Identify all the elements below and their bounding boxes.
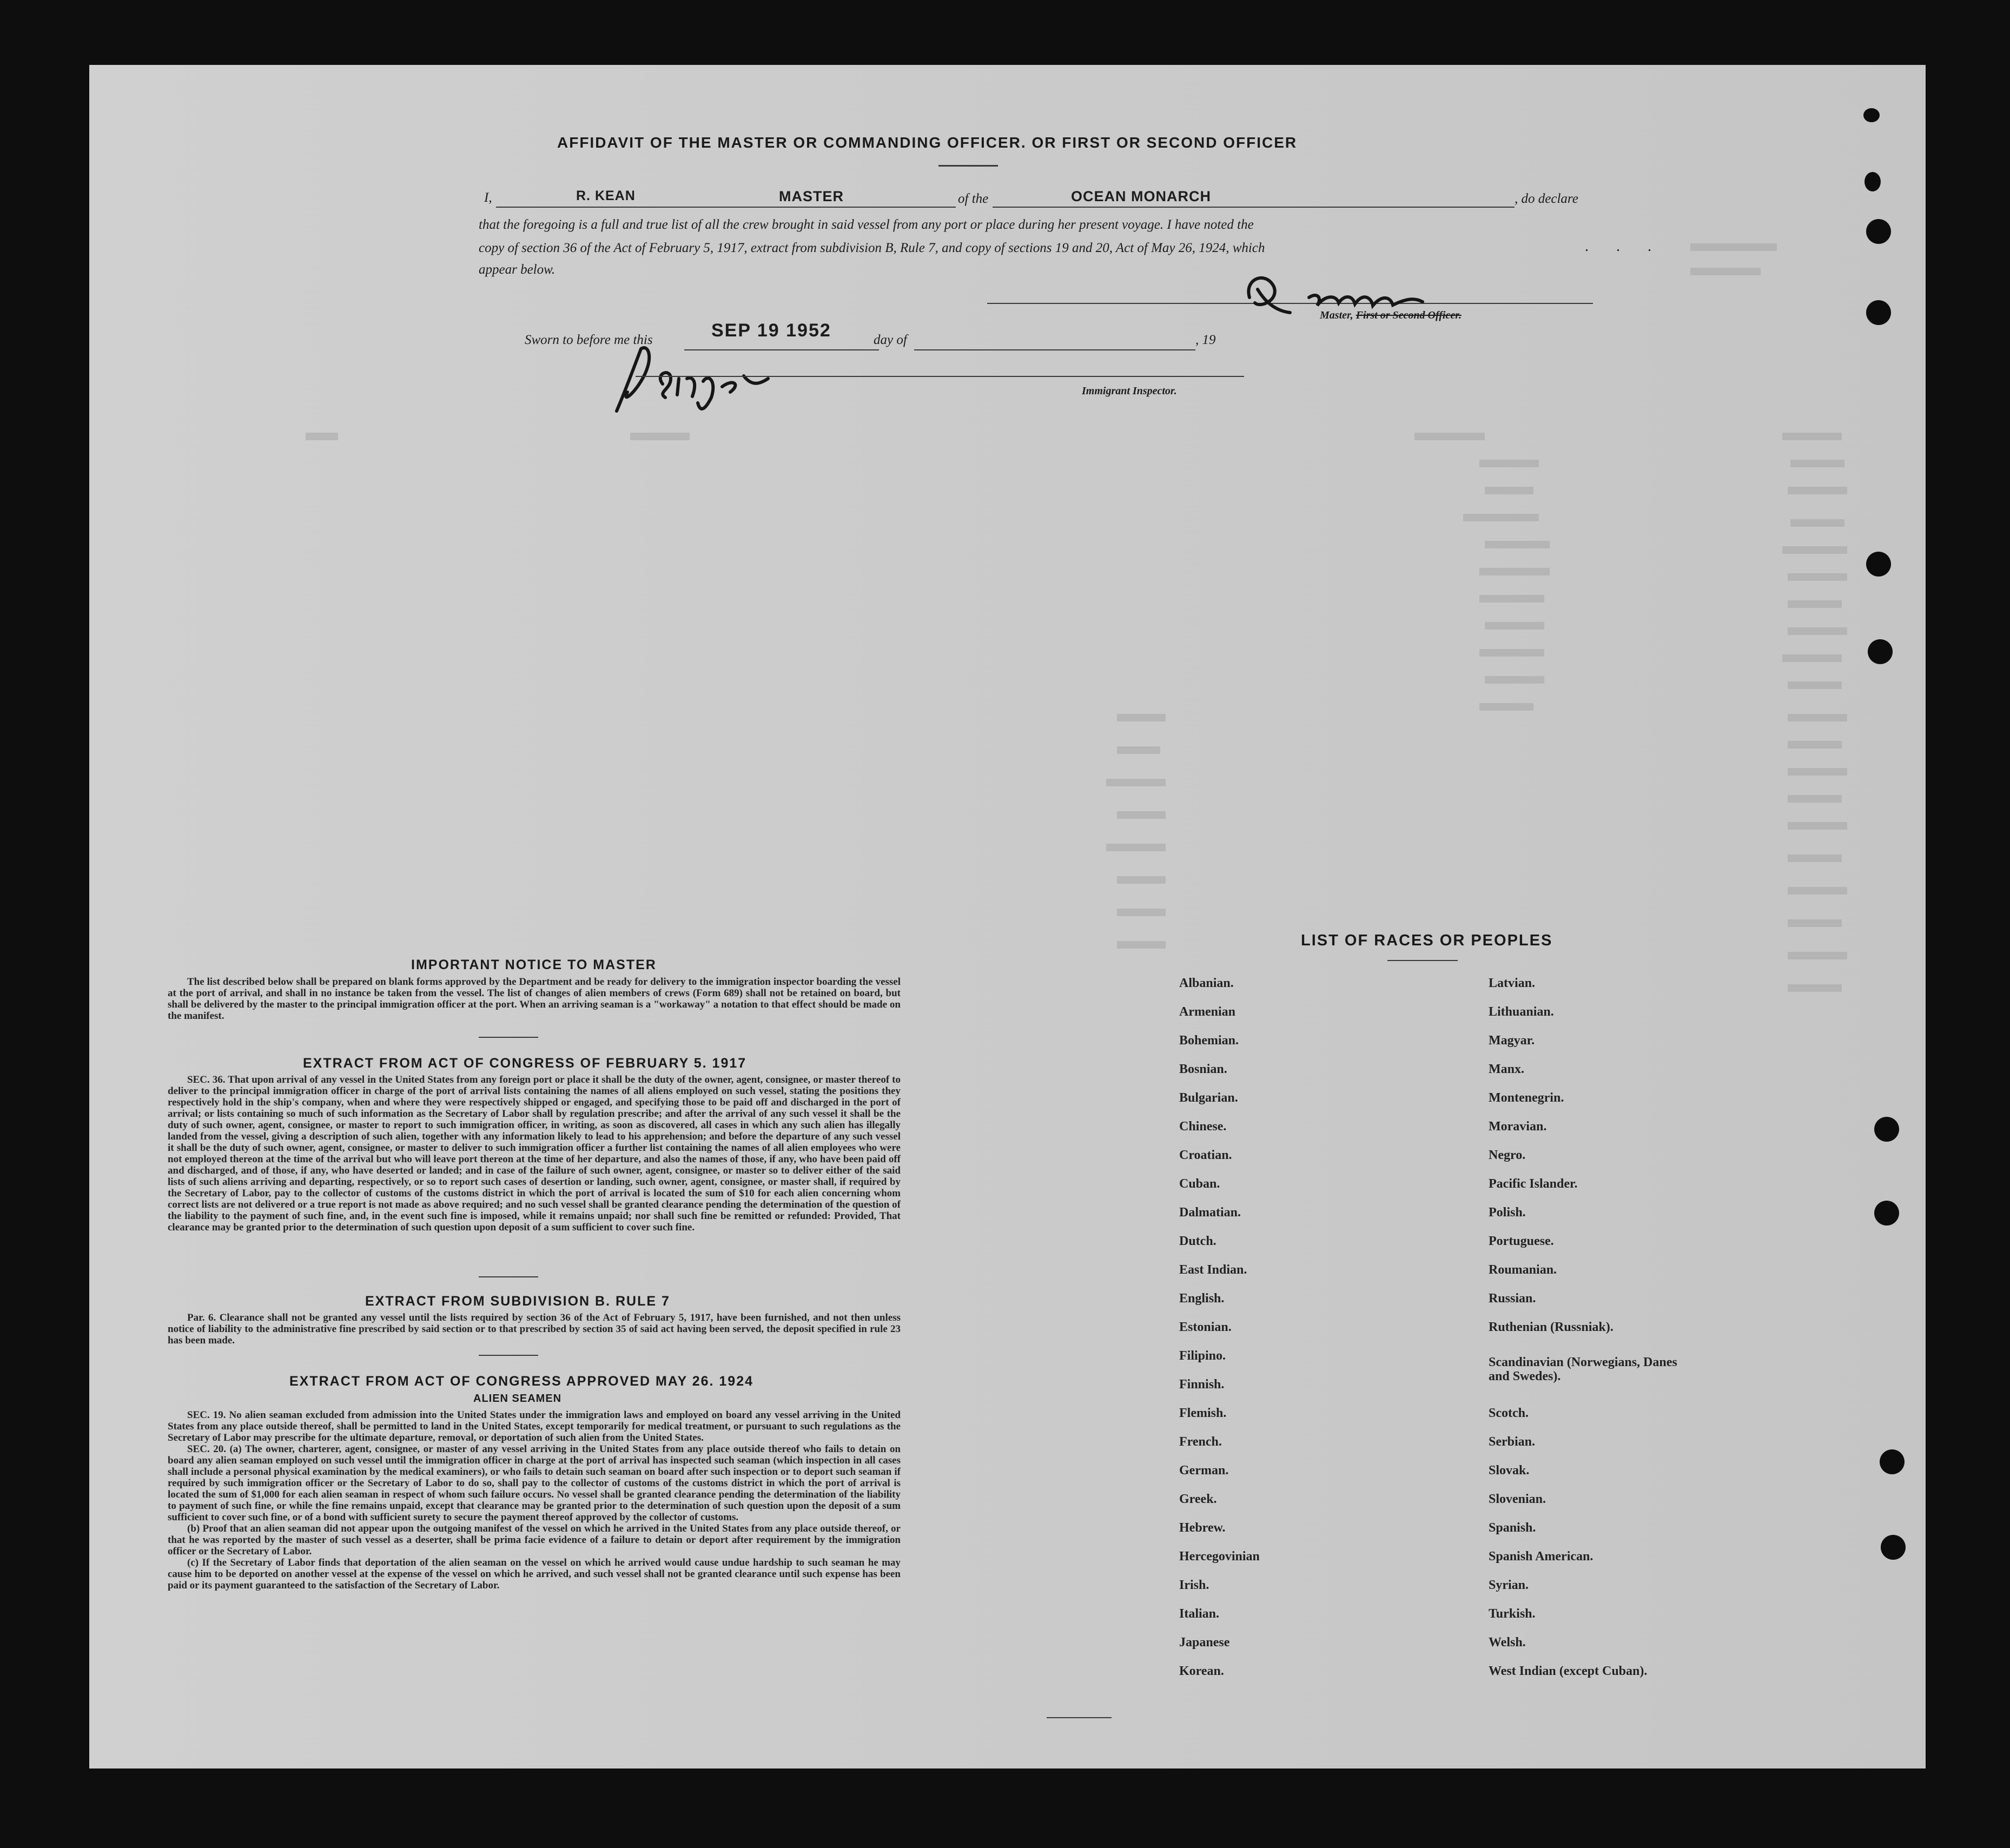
race-item: Manx.: [1489, 1062, 1524, 1076]
inspector-signature: [611, 338, 892, 419]
master-caption-prefix: Master,: [1320, 309, 1353, 321]
extract-1924-title: EXTRACT FROM ACT OF CONGRESS APPROVED MAY 26. 1924: [289, 1374, 754, 1389]
race-item: Portuguese.: [1489, 1234, 1554, 1248]
race-item: Hercegovinian: [1179, 1549, 1260, 1564]
day-of-label: day of: [874, 333, 907, 347]
race-item: Ruthenian (Russniak).: [1489, 1320, 1614, 1334]
race-item: Japanese: [1179, 1635, 1230, 1650]
punch-hole: [1874, 1201, 1899, 1226]
race-item: Korean.: [1179, 1664, 1224, 1678]
year-label: , 19: [1195, 333, 1216, 347]
punch-hole: [1874, 1117, 1899, 1142]
dot-leaders: . . .: [1585, 238, 1663, 255]
sec-20b-paragraph: (b) Proof that an alien seaman did not appear upon the outgoing manifest of the vessel on which he arrived in the United States from any place outside thereof, or that he was reported by the master of such vessel as a deserter, shall be prima facie evidence of a failure to detain or deport after requirement by the immigration officer or the Secretary of Labor.: [168, 1523, 901, 1557]
extract-rule7-text: [168, 1312, 901, 1346]
race-item: Bulgarian.: [1179, 1091, 1238, 1105]
race-item: Italian.: [1179, 1607, 1220, 1621]
race-item: Moravian.: [1489, 1120, 1547, 1134]
race-item: East Indian.: [1179, 1263, 1247, 1277]
race-item: Serbian.: [1489, 1435, 1536, 1449]
affidavit-line-4: appear below.: [479, 262, 556, 277]
punch-hole: [1866, 219, 1891, 244]
sec-19-paragraph: SEC. 19. No alien seaman excluded from admission into the United States under the immigration laws and employed on board any vessel arriving in the United States from any place outside thereof, shall be permitted to land in the United States, except temporarily for medical treatment, or pursuant to such regulations as the Secretary of Labor may prescribe for the ultimate departure, removal, or deportation of such alien from the United States.: [168, 1409, 901, 1443]
race-item: Chinese.: [1179, 1120, 1227, 1134]
race-item: Montenegrin.: [1489, 1091, 1564, 1105]
punch-hole: [1880, 1449, 1905, 1474]
race-item: Spanish American.: [1489, 1549, 1594, 1564]
of-the-label: of the: [958, 191, 989, 206]
race-item: Syrian.: [1489, 1578, 1529, 1592]
race-item: Slovenian.: [1489, 1492, 1546, 1506]
affidavit-title: AFFIDAVIT OF THE MASTER OR COMMANDING OFFICER. OR FIRST OR SECOND OFFICER: [557, 134, 1298, 151]
extract-1924-subtitle: ALIEN SEAMEN: [473, 1393, 562, 1405]
affidavit-line-3: copy of section 36 of the Act of February 5, 1917, extract from subdivision B, Rule 7, and copy of sections 19 and 20, Act of May 26, 1924, which: [479, 241, 1265, 255]
title-divider: [938, 165, 998, 167]
name-line: [496, 207, 956, 208]
master-rank: MASTER: [779, 188, 844, 204]
race-item: Scotch.: [1489, 1406, 1529, 1420]
sworn-date-stamp: SEP 19 1952: [711, 320, 831, 341]
race-item: Dalmatian.: [1179, 1205, 1241, 1220]
master-caption: [1320, 309, 1462, 322]
extract-rule7-paragraph: Par. 6. Clearance shall not be granted any vessel until the lists required by section 36 of the Act of February 5, 1917, have been furnished, and not then unless notice of liability to the administrative fine prescribed by said section or to that prescribed by section 35 of said act having been served, the deposit specified in rule 23 has been made.: [168, 1312, 901, 1346]
punch-hole: [1863, 108, 1880, 122]
extract-rule7-divider: [479, 1355, 538, 1356]
extract-1924-text: [168, 1409, 901, 1591]
month-line: [914, 349, 1195, 350]
race-item: Finnish.: [1179, 1377, 1225, 1392]
sec-20a-paragraph: SEC. 20. (a) The owner, charterer, agent, consignee, or master of any vessel arriving in the United States from any place outside thereof who fails to detain on board any alien seaman employed on such vessel until the immigration officer in charge at the port of arrival has inspected such seaman (which inspection in all cases shall include a personal physical examination by the medical examiners), or who fails to detain such seaman on board after such inspection or to deport such seaman if required by such immigration officer or the Secretary of Labor to do so, shall pay to the collector of customs of the customs district in which the port of arrival is located the sum of $1,000 for each alien seaman in respect of whom such failure occurs. No vessel shall be granted clearance pending the determination of the liability to payment of such fine, or while the fine remains unpaid, except that clearance may be granted prior to the determination of such question upon the deposit of a sum sufficient to cover such fine, or of a bond with sufficient surety to secure the payment thereof approved by the collector of customs.: [168, 1443, 901, 1523]
race-item: Estonian.: [1179, 1320, 1232, 1334]
extract-rule7-title: EXTRACT FROM SUBDIVISION B. RULE 7: [365, 1294, 670, 1309]
race-item: Russian.: [1489, 1291, 1536, 1306]
race-item: Magyar.: [1489, 1034, 1535, 1048]
race-item: Spanish.: [1489, 1521, 1536, 1535]
race-item: German.: [1179, 1463, 1229, 1478]
race-item: Turkish.: [1489, 1607, 1536, 1621]
race-item: Negro.: [1489, 1148, 1526, 1162]
race-item: Greek.: [1179, 1492, 1217, 1506]
race-item: Flemish.: [1179, 1406, 1227, 1420]
race-item: Irish.: [1179, 1578, 1209, 1592]
race-item: Latvian.: [1489, 976, 1536, 990]
race-item: Slovak.: [1489, 1463, 1530, 1478]
notice-paragraph: The list described below shall be prepared on blank forms approved by the Department and be ready for delivery to the immigration inspector boarding the vessel at the port of arrival, and shall in no instance be taken from the vessel. The list of changes of alien members of crews (Form 689) shall not be retained on board, but shall be delivered by the master to the principal immigration officer at the port. When an arriving seaman is a "workaway" a notation to that effect should be made on the manifest.: [168, 976, 901, 1022]
extract-1917-divider: [479, 1276, 538, 1277]
race-item: Croatian.: [1179, 1148, 1232, 1162]
master-caption-struck: First or Second Officer.: [1356, 309, 1462, 321]
extract-1917-title: EXTRACT FROM ACT OF CONGRESS OF FEBRUARY 5. 1917: [303, 1056, 747, 1071]
sec-20c-paragraph: (c) If the Secretary of Labor finds that deportation of the alien seaman on the vessel on which he arrived would cause undue hardship to such seaman he may cause him to be deported on another vessel at the expense of the vessel on which he arrived, and such vessel shall not be granted clearance until such expense has been paid or its payment guaranteed to the satisfaction of the Secretary of Labor.: [168, 1557, 901, 1591]
punch-hole: [1868, 639, 1893, 664]
master-name: R. KEAN: [576, 188, 636, 203]
race-item: Dutch.: [1179, 1234, 1216, 1248]
race-item: Bohemian.: [1179, 1034, 1239, 1048]
race-item: Welsh.: [1489, 1635, 1526, 1650]
race-item: West Indian (except Cuban).: [1489, 1664, 1648, 1678]
extract-1917-text: [168, 1074, 901, 1233]
vessel-line: [993, 207, 1515, 208]
races-divider: [1387, 960, 1458, 961]
race-item: Hebrew.: [1179, 1521, 1226, 1535]
race-item: Armenian: [1179, 1005, 1235, 1019]
punch-hole: [1864, 172, 1881, 191]
notice-text: [168, 976, 901, 1022]
do-declare-label: , do declare: [1515, 191, 1578, 206]
punch-hole: [1866, 552, 1891, 577]
bottom-divider: [1047, 1717, 1112, 1718]
extract-1917-paragraph: SEC. 36. That upon arrival of any vessel in the United States from any foreign port or place it shall be the duty of the owner, agent, consignee, or master thereof to deliver to the principal immigration officer in charge of the port of arrival lists containing the names of all aliens employed on such vessel, stating the positions they respectively hold in the ship's company, when and where they were respectively shipped or engaged, and specifying those to be paid off and discharged in the port of arrival; or lists containing so much of such information as the Secretary of Labor shall by regulation prescribe; and after the arrival of any such vessel it shall be the duty of such owner, agent, consignee, or master to report to such immigration officer, in writing, as soon as discovered, all cases in which any such alien has illegally landed from the vessel, giving a description of such alien, together with any information likely to lead to his apprehension; and before the departure of any such vessel it shall be the duty of such owner, agent, consignee, or master to deliver to such immigration officer a further list containing the names of all alien employees who were not employed thereon at the time of the arrival but who will leave port thereon at the time of her departure, and also the names of those, if any, who have been paid off and discharged, and of those, if any, who have deserted or landed; and in case of the failure of such owner, agent, consignee, or master so to deliver either of the said lists of such aliens arriving and departing, respectively, or so to report such cases of desertion or landing, such owner, agent, consignee, or master shall, if required by the Secretary of Labor, pay to the collector of customs of the customs district in which the port of arrival is located the sum of $10 for each alien concerning whom correct lists are not delivered or a true report is not made as above required; and no such vessel shall be granted clearance pending the determination of the question of the liability to the payment of such fine, and, in the event such fine is imposed, while it remains unpaid; nor shall such fine be remitted or refunded: Provided, That clearance may be granted prior to the determination of such question upon deposit of a sum sufficient to cover such fine.: [168, 1074, 901, 1233]
affidavit-line-2: that the foregoing is a full and true list of all the crew brought in said vessel from any port or place during her present voyage. I have noted the: [479, 217, 1254, 232]
i-label: I,: [484, 190, 492, 205]
race-item: Lithuanian.: [1489, 1005, 1554, 1019]
race-item: Filipino.: [1179, 1349, 1226, 1363]
race-item: French.: [1179, 1435, 1222, 1449]
punch-hole: [1866, 300, 1891, 325]
race-item: Cuban.: [1179, 1177, 1220, 1191]
race-item: English.: [1179, 1291, 1225, 1306]
race-item: Bosnian.: [1179, 1062, 1227, 1076]
notice-divider: [479, 1037, 538, 1038]
inspector-signature-line: [636, 376, 1244, 377]
race-item: Pacific Islander.: [1489, 1177, 1578, 1191]
notice-title: IMPORTANT NOTICE TO MASTER: [411, 957, 657, 972]
form-page: [89, 65, 1926, 1768]
inspector-caption: Immigrant Inspector.: [1082, 385, 1177, 397]
race-item: Roumanian.: [1489, 1263, 1557, 1277]
races-title: LIST OF RACES OR PEOPLES: [1301, 932, 1553, 949]
race-item: Polish.: [1489, 1205, 1526, 1220]
vessel-name: OCEAN MONARCH: [1071, 188, 1211, 204]
punch-hole: [1881, 1535, 1906, 1560]
race-item: Albanian.: [1179, 976, 1234, 990]
race-item: Scandinavian (Norwegians, Danes and Swedes).: [1489, 1355, 1677, 1383]
sworn-label: Sworn to before me this: [525, 333, 653, 347]
